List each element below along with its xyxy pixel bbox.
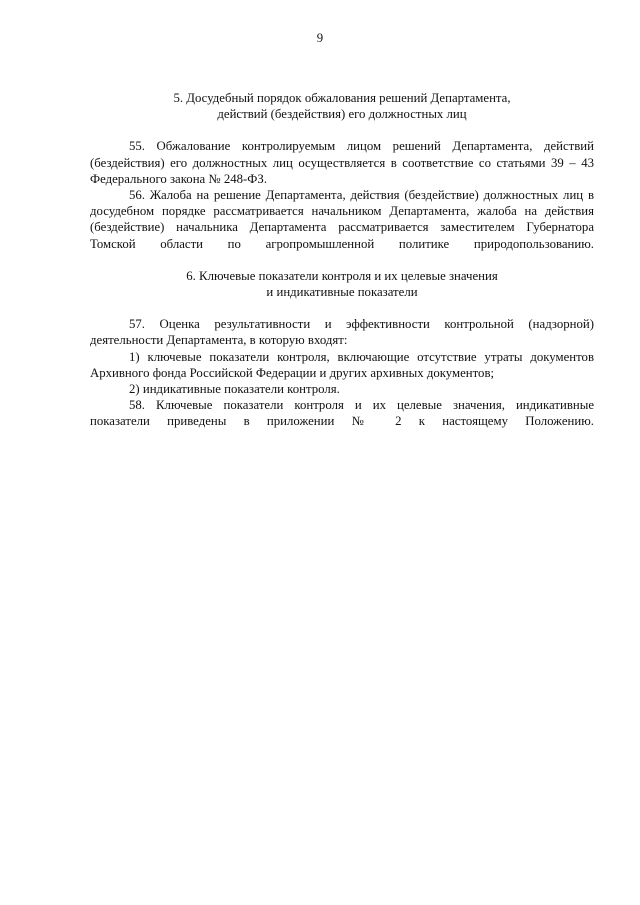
list-item-2: 2) индикативные показатели контроля.: [129, 382, 340, 397]
section-5-heading: [90, 90, 594, 122]
list-item-1: 1) ключевые показатели контроля, включающие отсутствие утраты документов Архивного фонда Российской Федерации и других архивных документов;: [90, 349, 594, 380]
spacer: [90, 122, 594, 138]
spacer: [90, 300, 594, 316]
paragraph-57: 57. Оценка результативности и эффективности контрольной (надзорной) деятельности Департамента, в которую входят:: [90, 317, 594, 348]
section-6-heading-line-2: и индикативные показатели: [266, 285, 418, 300]
paragraph-55: 55. Обжалование контролируемым лицом решений Департамента, действий (бездействия) его должностных лиц осуществляется в соответствие со статьями 39 – 43 Федерального закона № 248-ФЗ.: [90, 139, 594, 186]
section-6-heading-line-1: 6. Ключевые показатели контроля и их целевые значения: [186, 268, 498, 283]
section-5-heading-line-1: 5. Досудебный порядок обжалования решений Департамента,: [173, 91, 511, 105]
page-number: 9: [316, 31, 324, 45]
section-5-heading-line-2: действий (бездействия) его должностных лиц: [217, 107, 467, 122]
paragraph-58: 58. Ключевые показатели контроля и их целевые значения, индикативные показатели приведены в приложении № 2 к настоящему Положению.: [90, 398, 594, 429]
section-6-heading: [90, 268, 594, 300]
spacer: [90, 252, 594, 268]
paragraph-56: 56. Жалоба на решение Департамента, действия (бездействие) должностных лиц в досудебном порядке рассматривается начальником Департамента, жалоба на действия (бездействие) начальника Департамента рассматривается заместителем Губернатора Томской области по агропромышленной политике природопользованию.: [90, 188, 594, 251]
document-body: [90, 90, 594, 430]
